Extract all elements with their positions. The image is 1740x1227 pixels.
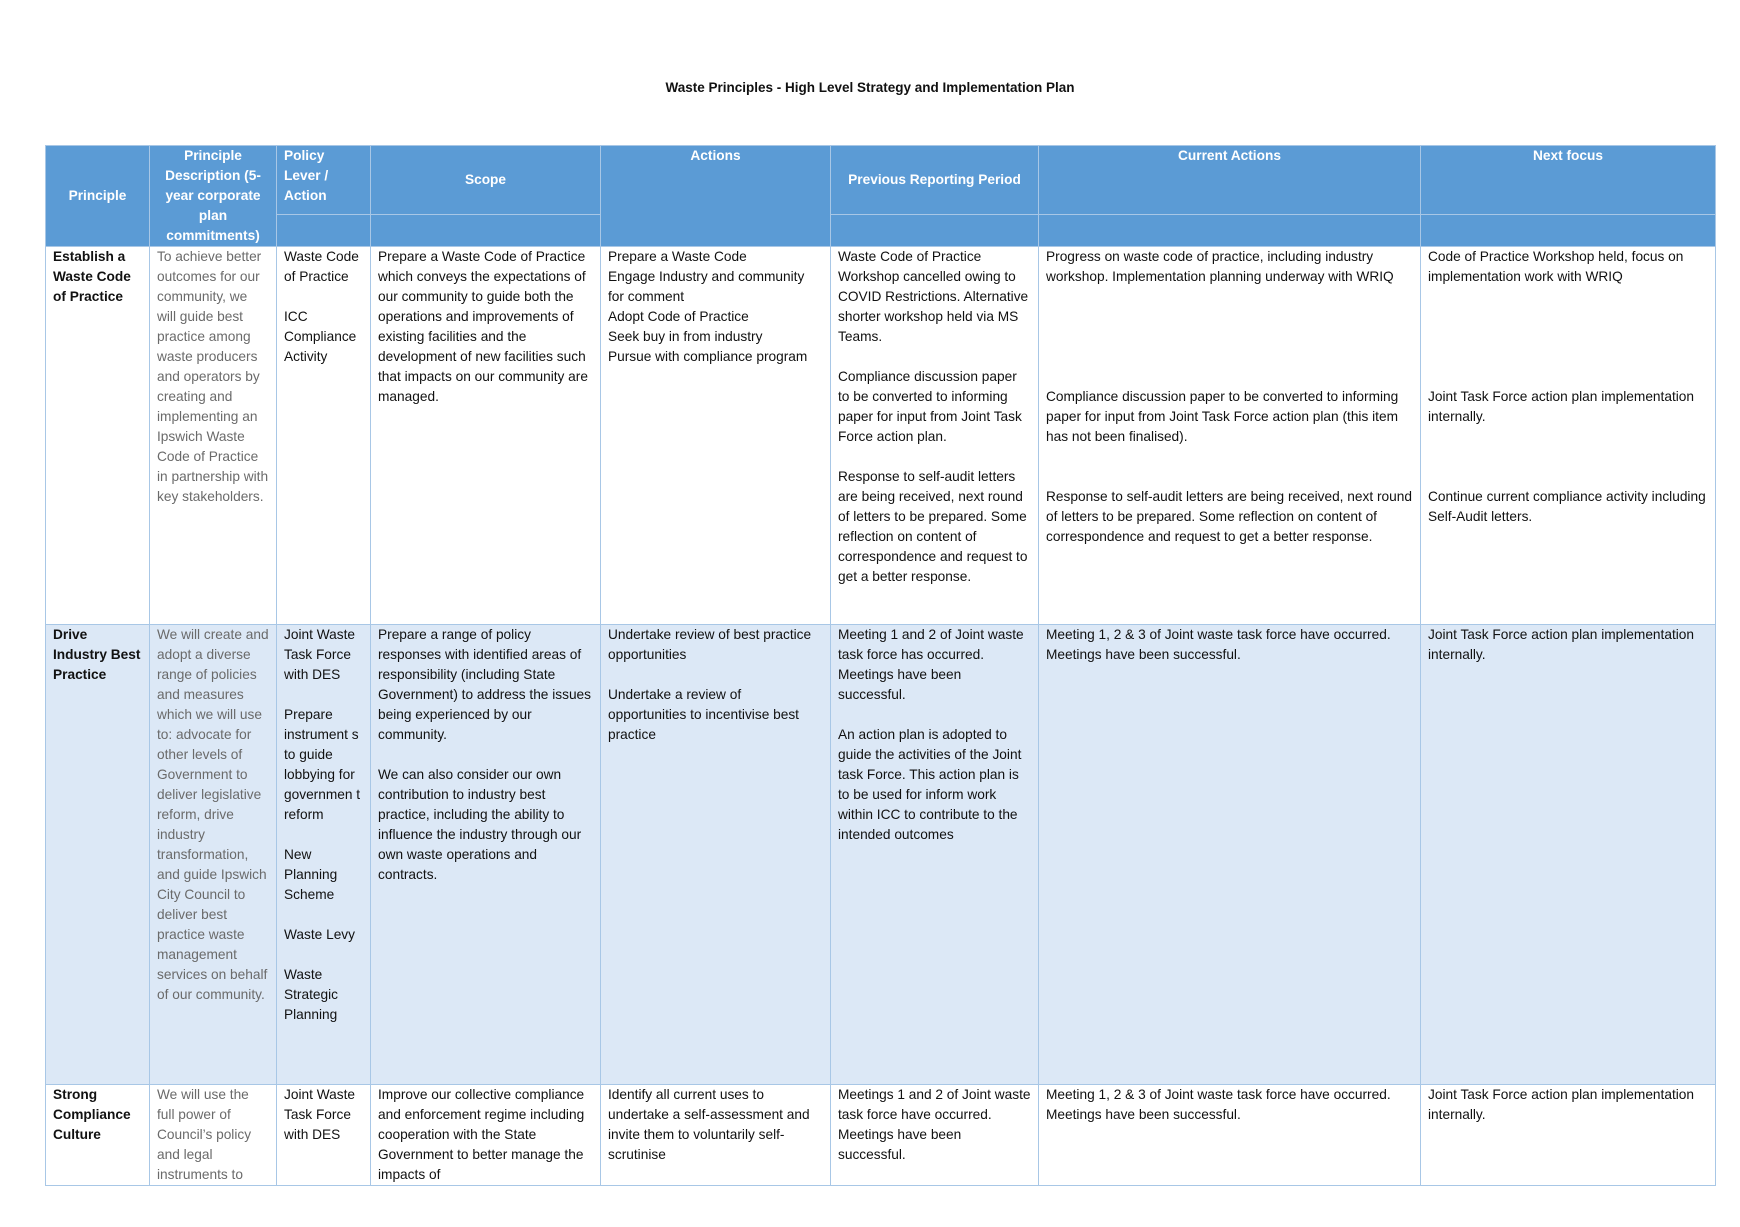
scope-cell: Improve our collective compliance and enforcement regime including cooperation with the State Government to better manage the impacts of (371, 1085, 601, 1186)
header-current-actions: Current Actions (1039, 146, 1421, 215)
header-principle-description: Principle Description (5-year corporate plan commitments) (150, 146, 277, 247)
header-principle: Principle (46, 146, 150, 247)
scope-cell: Prepare a Waste Code of Practice which conveys the expectations of our community to guide both the operations and improvements of existing facilities and the development of new facilities such that impacts on our community are managed. (371, 247, 601, 625)
next-focus-cell: Code of Practice Workshop held, focus on implementation work with WRIQ Joint Task Force action plan implementation internally. Continue current compliance activity including Self-Audit letters. (1421, 247, 1716, 625)
header-next-sub (1421, 214, 1716, 246)
header-scope: Scope (371, 146, 601, 215)
table-row (46, 625, 1716, 1085)
policy-lever-cell: Joint Waste Task Force with DES (277, 1085, 371, 1186)
strategy-table (45, 145, 1716, 1186)
table-row (46, 247, 1716, 625)
principle-cell: Drive Industry Best Practice (46, 625, 150, 1085)
header-current-sub (1039, 214, 1421, 246)
header-previous-reporting-period: Previous Reporting Period (831, 146, 1039, 215)
next-focus-cell: Joint Task Force action plan implementation internally. (1421, 1085, 1716, 1186)
actions-cell: Prepare a Waste Code Engage Industry and community for comment Adopt Code of Practice Seek buy in from industry Pursue with compliance program (601, 247, 831, 625)
header-actions: Actions (601, 146, 831, 247)
next-focus-cell: Joint Task Force action plan implementation internally. (1421, 625, 1716, 1085)
previous-period-cell: Meetings 1 and 2 of Joint waste task force have occurred. Meetings have been successful. (831, 1085, 1039, 1186)
principle-cell: Strong Compliance Culture (46, 1085, 150, 1186)
description-cell: We will use the full power of Council’s policy and legal instruments to (150, 1085, 277, 1186)
header-next-focus: Next focus (1421, 146, 1716, 215)
description-cell: To achieve better outcomes for our community, we will guide best practice among waste producers and operators by creating and implementing an Ipswich Waste Code of Practice in partnership with key stakeholders. (150, 247, 277, 625)
header-policy-lever-sub (277, 214, 371, 246)
actions-cell: Undertake review of best practice opportunities Undertake a review of opportunities to incentivise best practice (601, 625, 831, 1085)
current-actions-cell: Meeting 1, 2 & 3 of Joint waste task force have occurred. Meetings have been successful. (1039, 1085, 1421, 1186)
previous-period-cell: Meeting 1 and 2 of Joint waste task force has occurred. Meetings have been successful. An action plan is adopted to guide the activities of the Joint task Force. This action plan is to be used for inform work within ICC to contribute to the intended outcomes (831, 625, 1039, 1085)
scope-cell: Prepare a range of policy responses with identified areas of responsibility (including State Government) to address the issues being experienced by our community. We can also consider our own contribution to industry best practice, including the ability to influence the industry through our own waste operations and contracts. (371, 625, 601, 1085)
document-title: Waste Principles - High Level Strategy and Implementation Plan (665, 80, 1075, 95)
header-scope-sub (371, 214, 601, 246)
policy-lever-cell: Joint Waste Task Force with DES Prepare instrument s to guide lobbying for governmen t reform New Planning Scheme Waste Levy Waste Strategic Planning (277, 625, 371, 1085)
description-cell: We will create and adopt a diverse range of policies and measures which we will use to: advocate for other levels of Government to deliver legislative reform, drive industry transformation, and guide Ipswich City Council to deliver best practice waste management services on behalf of our community. (150, 625, 277, 1085)
current-actions-cell: Progress on waste code of practice, including industry workshop. Implementation planning underway with WRIQ Compliance discussion paper to be converted to informing paper for input from Joint Task Force action plan (this item has not been finalised). Response to self-audit letters are being received, next round of letters to be prepared. Some reflection on content of correspondence and request to get a better response. (1039, 247, 1421, 625)
table-row (46, 1085, 1716, 1186)
header-policy-lever: Policy Lever / Action (277, 146, 371, 215)
policy-lever-cell: Waste Code of Practice ICC Compliance Activity (277, 247, 371, 625)
header-previous-sub (831, 214, 1039, 246)
previous-period-cell: Waste Code of Practice Workshop cancelled owing to COVID Restrictions. Alternative shorter workshop held via MS Teams. Compliance discussion paper to be converted to informing paper for input from Joint Task Force action plan. Response to self-audit letters are being received, next round of letters to be prepared. Some reflection on content of correspondence and request to get a better response. (831, 247, 1039, 625)
actions-cell: Identify all current uses to undertake a self-assessment and invite them to voluntarily self-scrutinise (601, 1085, 831, 1186)
principle-cell: Establish a Waste Code of Practice (46, 247, 150, 625)
current-actions-cell: Meeting 1, 2 & 3 of Joint waste task force have occurred. Meetings have been successful. (1039, 625, 1421, 1085)
